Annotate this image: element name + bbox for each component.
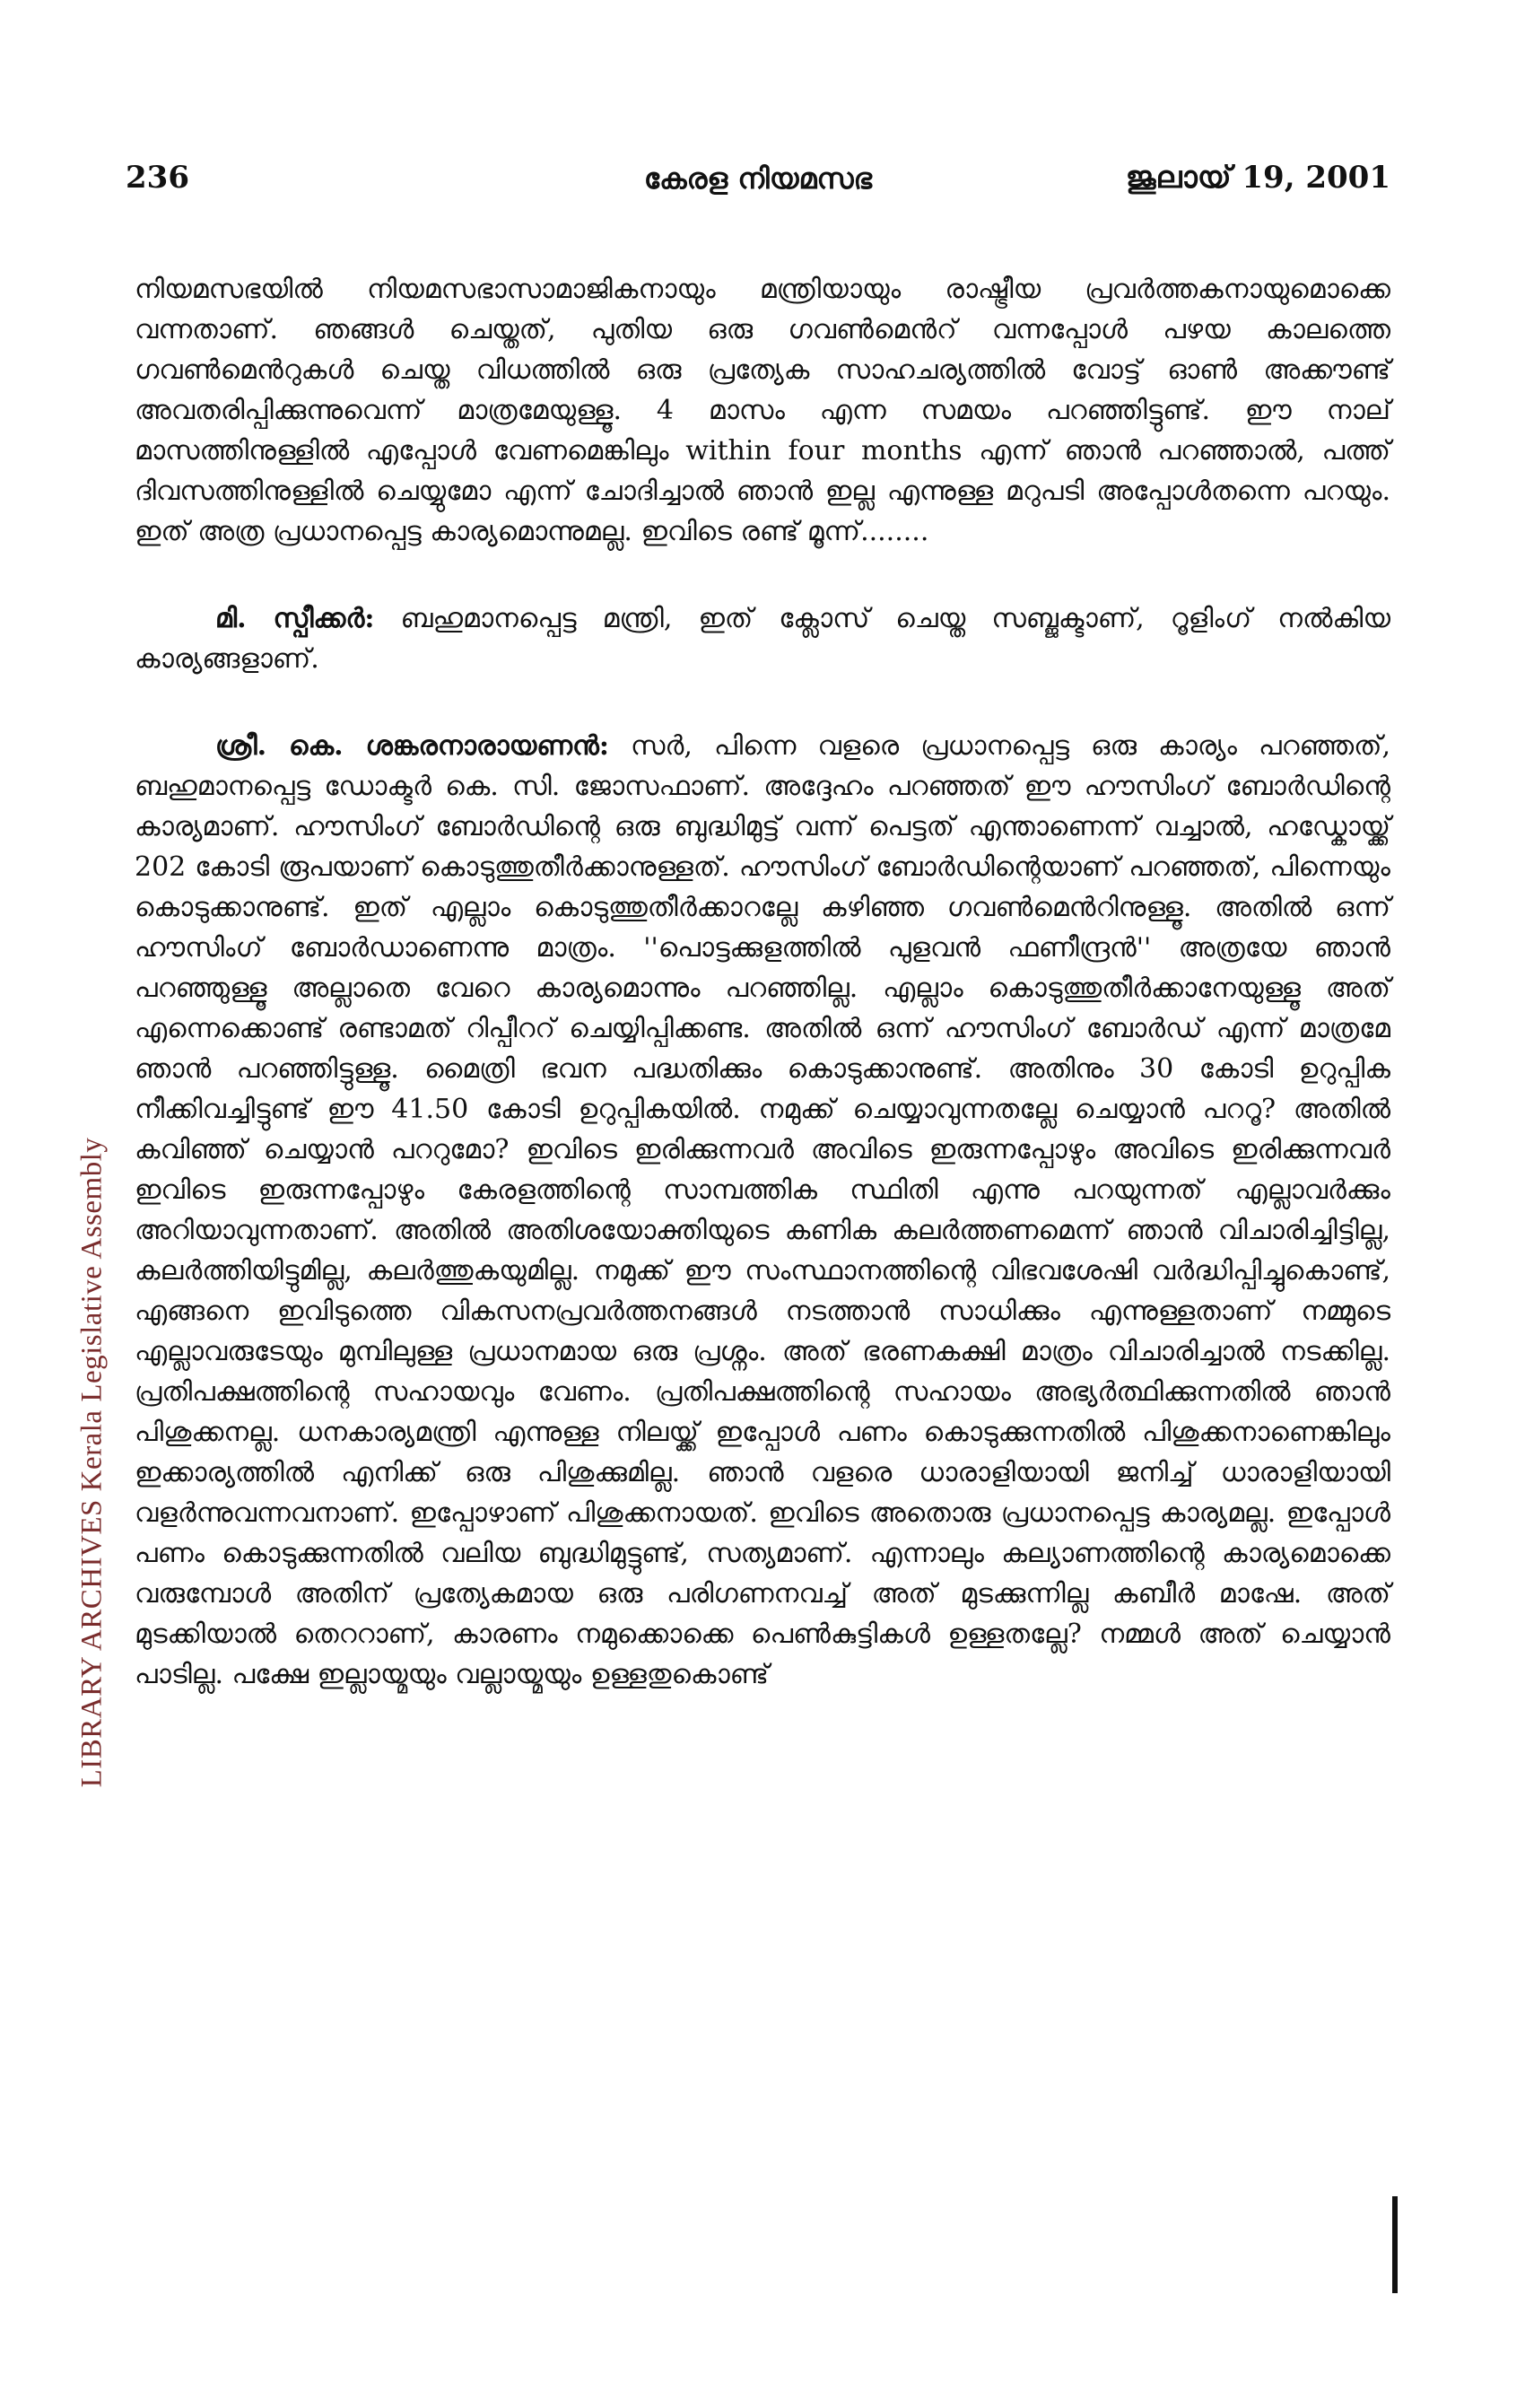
archive-watermark — [52, 825, 133, 2099]
running-title: കേരള നിയമസഭ — [643, 161, 873, 196]
speaker-name: മി. സ്പീക്കർ: — [215, 603, 375, 634]
paragraph-text: ബഹുമാനപ്പെട്ട മന്ത്രി, ഇത് ക്ലോസ് ചെയ്ത സബ്ജക്ടാണ്, റൂളിംഗ് നൽകിയ കാര്യങ്ങളാണ്. — [135, 603, 1390, 675]
paragraph-speaker-remark — [135, 598, 1390, 679]
paragraph-text: സർ, പിന്നെ വളരെ പ്രധാനപ്പെട്ട ഒരു കാര്യം പറഞ്ഞത്, ബഹുമാനപ്പെട്ട ഡോക്ടർ കെ. സി. ജോസഫാണ്. അദ്ദേഹം പറഞ്ഞത് ഈ ഹൗസിംഗ് ബോർഡിന്റെ കാര്യമാണ്. ഹൗസിംഗ് ബോർഡിന്റെ ഒരു ബുദ്ധിമുട്ട് വന്ന് പെട്ടത് എന്താണെന്ന് വച്ചാൽ, ഹഡ്കോയ്ക്ക് 202 കോടി രൂപയാണ് കൊടുത്തുതീർക്കാനുള്ളത്. ഹൗസിംഗ് ബോർഡിന്റെയാണ് പറഞ്ഞത്, പിന്നെയും കൊടുക്കാനുണ്ട്. ഇത് എല്ലാം കൊടുത്തുതീർക്കാറല്ലേ കഴിഞ്ഞ ഗവൺമെൻറിനുള്ളൂ. അതിൽ ഒന്ന് ഹൗസിംഗ് ബോർഡാണെന്നു മാത്രം. ''പൊട്ടക്കുളത്തിൽ പുളവൻ ഫണീന്ദ്രൻ'' അത്രയേ ഞാൻ പറഞ്ഞുള്ളൂ അല്ലാതെ വേറെ കാര്യമൊന്നും പറഞ്ഞില്ല. എല്ലാം കൊടുത്തുതീർക്കാനേയുള്ളൂ അത് എന്നെക്കൊണ്ട് രണ്ടാമത് റിപ്പീററ് ചെയ്യിപ്പിക്കണ്ട. അതിൽ ഒന്ന് ഹൗസിംഗ് ബോർഡ് എന്ന് മാത്രമേ ഞാൻ പറഞ്ഞിട്ടുള്ളൂ. മൈത്രി ഭവന പദ്ധതിക്കും കൊടുക്കാനുണ്ട്. അതിനും 30 കോടി ഉറുപ്പിക നീക്കിവച്ചിട്ടുണ്ട് ഈ 41.50 കോടി ഉറുപ്പികയിൽ. നമുക്ക് ചെയ്യാവുന്നതല്ലേ ചെയ്യാൻ പററൂ? അതിൽ കവിഞ്ഞ് ചെയ്യാൻ പററുമോ? ഇവിടെ ഇരിക്കുന്നവർ അവിടെ ഇരുന്നപ്പോഴും അവിടെ ഇരിക്കുന്നവർ ഇവിടെ ഇരുന്നപ്പോഴും കേരളത്തിന്റെ സാമ്പത്തിക സ്ഥിതി എന്നു പറയുന്നത് എല്ലാവർക്കും അറിയാവുന്നതാണ്. അതിൽ അതിശയോക്തിയുടെ കണിക കലർത്തണമെന്ന് ഞാൻ വിചാരിച്ചിട്ടില്ല, കലർത്തിയിട്ടുമില്ല, കലർത്തുകയുമില്ല. നമുക്ക് ഈ സംസ്ഥാനത്തിന്റെ വിഭവശേഷി വർദ്ധിപ്പിച്ചുകൊണ്ട്, എങ്ങനെ ഇവിടുത്തെ വികസനപ്രവർത്തനങ്ങൾ നടത്താൻ സാധിക്കും എന്നുള്ളതാണ് നമ്മുടെ എല്ലാവരുടേയും മുമ്പിലുള്ള പ്രധാനമായ ഒരു പ്രശ്നം. അത് ഭരണകക്ഷി മാത്രം വിചാരിച്ചാൽ നടക്കില്ല. പ്രതിപക്ഷത്തിന്റെ സഹായവും വേണം. പ്രതിപക്ഷത്തിന്റെ സഹായം അഭ്യർത്ഥിക്കുന്നതിൽ ഞാൻ പിശുക്കനല്ല. ധനകാര്യമന്ത്രി എന്നുള്ള നിലയ്ക്ക് ഇപ്പോൾ പണം കൊടുക്കുന്നതിൽ പിശുക്കനാണെങ്കിലും ഇക്കാര്യത്തിൽ എനിക്ക് ഒരു പിശുക്കുമില്ല. ഞാൻ വളരെ ധാരാളിയായി ജനിച്ച് ധാരാളിയായി വളർന്നുവന്നവനാണ്. ഇപ്പോഴാണ് പിശുക്കനായത്. ഇവിടെ അതൊരു പ്രധാനപ്പെട്ട കാര്യമല്ല. ഇപ്പോൾ പണം കൊടുക്കുന്നതിൽ വലിയ ബുദ്ധിമുട്ടുണ്ട്, സത്യമാണ്. എന്നാലും കല്യാണത്തിന്റെ കാര്യമൊക്കെ വരുമ്പോൾ അതിന് പ്രത്യേകമായ ഒരു പരിഗണനവച്ച് അത് മുടക്കുന്നില്ല കബീർ മാഷേ. അത് മുടക്കിയാൽ തെററാണ്, കാരണം നമുക്കൊക്കെ പെൺകുട്ടികൾ ഉള്ളതല്ലേ? നമ്മൾ അത് ചെയ്യാൻ പാടില്ല. പക്ഷേ ഇല്ലായ്മയും വല്ലായ്മയും ഉള്ളതുകൊണ്ട് — [135, 730, 1390, 1690]
speaker-name: ശ്രീ. കെ. ശങ്കരനാരായണൻ: — [215, 730, 609, 762]
archive-watermark-text: LIBRARY ARCHIVES Kerala Legislative Assembly — [75, 1137, 109, 1788]
page-number: 236 — [126, 160, 189, 196]
paragraph-text: നിയമസഭയിൽ നിയമസഭാസാമാജികനായും മന്ത്രിയായും രാഷ്ട്രീയ പ്രവർത്തകനായുമൊക്കെ വന്നതാണ്. ഞങ്ങൾ ചെയ്തത്, പുതിയ ഒരു ഗവൺമെൻറ് വന്നപ്പോൾ പഴയ കാലത്തെ ഗവൺമെൻറുകൾ ചെയ്ത വിധത്തിൽ ഒരു പ്രത്യേക സാഹചര്യത്തിൽ വോട്ട് ഓൺ അക്കൗണ്ട് അവതരിപ്പിക്കുന്നുവെന്ന് മാത്രമേയുള്ളൂ. 4 മാസം എന്ന സമയം പറഞ്ഞിട്ടുണ്ട്. ഈ നാല് മാസത്തിനുള്ളിൽ എപ്പോൾ വേണമെങ്കിലും within four months എന്ന് ഞാൻ പറഞ്ഞാൽ, പത്ത് ദിവസത്തിനുള്ളിൽ ചെയ്യുമോ എന്ന് ചോദിച്ചാൽ ഞാൻ ഇല്ല എന്നുള്ള മറുപടി അപ്പോൾതന്നെ പറയും. ഇത് അത്ര പ്രധാനപ്പെട്ട കാര്യമൊന്നുമല്ല. ഇവിടെ രണ്ട് മൂന്ന്........ — [135, 274, 1390, 547]
paragraph-continuation — [135, 269, 1390, 552]
paragraph-minister-speech — [135, 726, 1390, 1695]
page-header — [126, 160, 1390, 214]
session-date: ജൂലായ് 19, 2001 — [1125, 160, 1390, 196]
body-text — [135, 269, 1390, 1695]
margin-bar — [1392, 2196, 1398, 2293]
